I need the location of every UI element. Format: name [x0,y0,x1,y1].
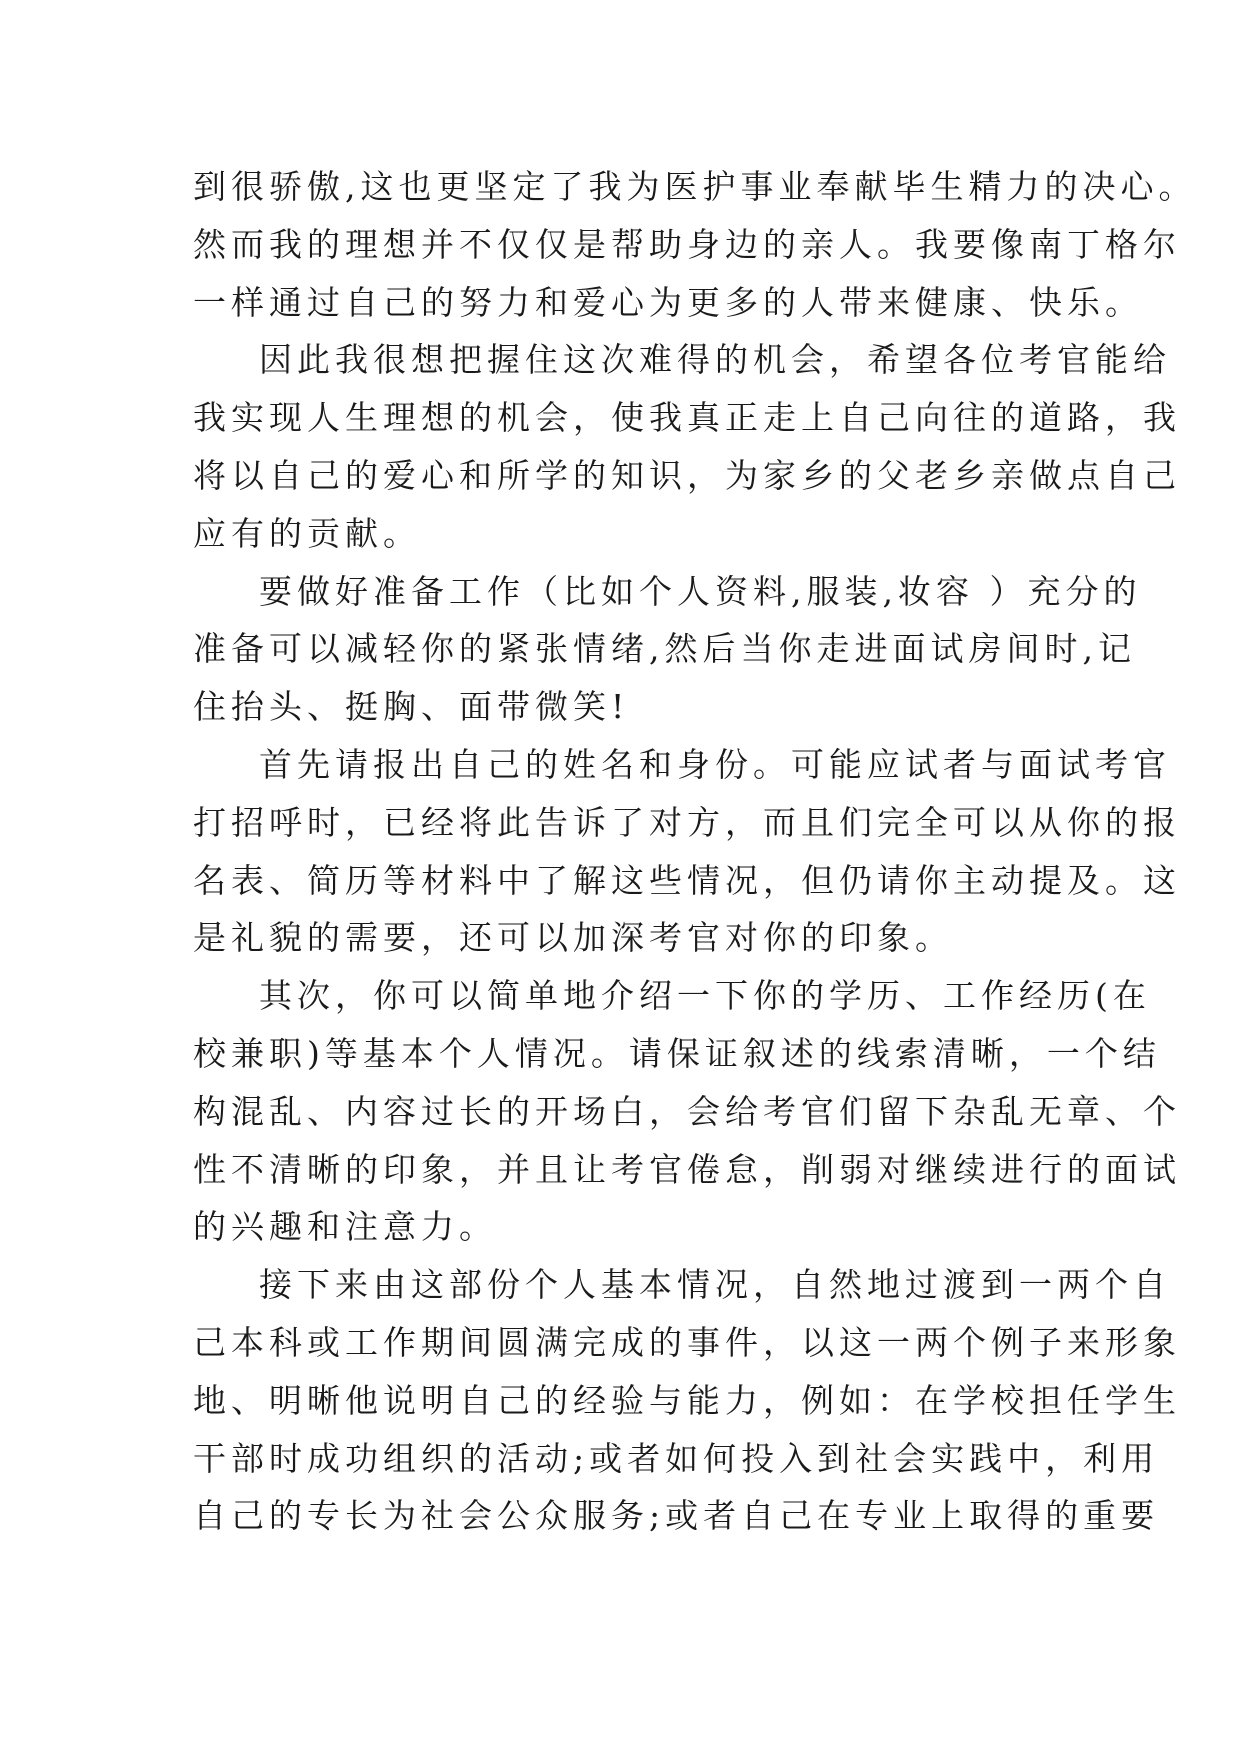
document-body [193,158,1197,1545]
text-line: 打招呼时，已经将此告诉了对方，而且们完全可以从你的报 [193,802,1181,842]
text-line: 要做好准备工作（比如个人资料,服装,妆容 ）充分的 [259,571,1142,611]
paragraph [193,331,1181,562]
text-line: 的兴趣和注意力。 [193,1207,497,1247]
text-line: 将以自己的爱心和所学的知识，为家乡的父老乡亲做点自己 [193,455,1181,495]
text-line: 应有的贡献。 [193,513,421,553]
text-line: 到很骄傲,这也更坚定了我为医护事业奉献毕生精力的决心。 [193,167,1197,206]
text-line: 首先请报出自己的姓名和身份。可能应试者与面试考官 [259,744,1171,784]
text-line: 校兼职)等基本个人情况。请保证叙述的线索清晰，一个结 [193,1033,1161,1073]
text-line: 地、明晰他说明自己的经验与能力，例如：在学校担任学生 [193,1380,1181,1420]
text-line: 我实现人生理想的机会，使我真正走上自己向往的道路，我 [193,398,1181,438]
text-line: 其次，你可以简单地介绍一下你的学历、工作经历(在 [259,976,1151,1016]
text-line: 接下来由这部份个人基本情况，自然地过渡到一两个自 [259,1265,1171,1305]
text-line: 住抬头、挺胸、面带微笑! [193,687,630,727]
text-line: 性不清晰的印象，并且让考官倦怠，削弱对继续进行的面试 [193,1149,1181,1189]
text-line: 准备可以减轻你的紧张情绪,然后当你走进面试房间时,记 [193,629,1136,669]
text-line: 一样通过自己的努力和爱心为更多的人带来健康、快乐。 [193,282,1143,322]
text-line: 因此我很想把握住这次难得的机会，希望各位考官能给 [259,340,1171,380]
text-line: 自己的专长为社会公众服务;或者自己在专业上取得的重要 [193,1496,1160,1536]
text-line: 名表、简历等材料中了解这些情况，但仍请你主动提及。这 [193,860,1181,900]
paragraph [193,967,1181,1256]
text-line: 构混乱、内容过长的开场白，会给考官们留下杂乱无章、个 [193,1091,1181,1131]
text-line: 是礼貌的需要，还可以加深考官对你的印象。 [193,918,953,958]
text-line: 然而我的理想并不仅仅是帮助身边的亲人。我要像南丁格尔 [193,224,1181,264]
paragraph [193,736,1181,967]
paragraph [193,1256,1181,1545]
paragraph [193,563,1142,736]
paragraph [193,158,1197,331]
text-line: 干部时成功组织的活动;或者如何投入到社会实践中，利用 [193,1438,1160,1478]
text-line: 己本科或工作期间圆满完成的事件，以这一两个例子来形象 [193,1322,1181,1362]
